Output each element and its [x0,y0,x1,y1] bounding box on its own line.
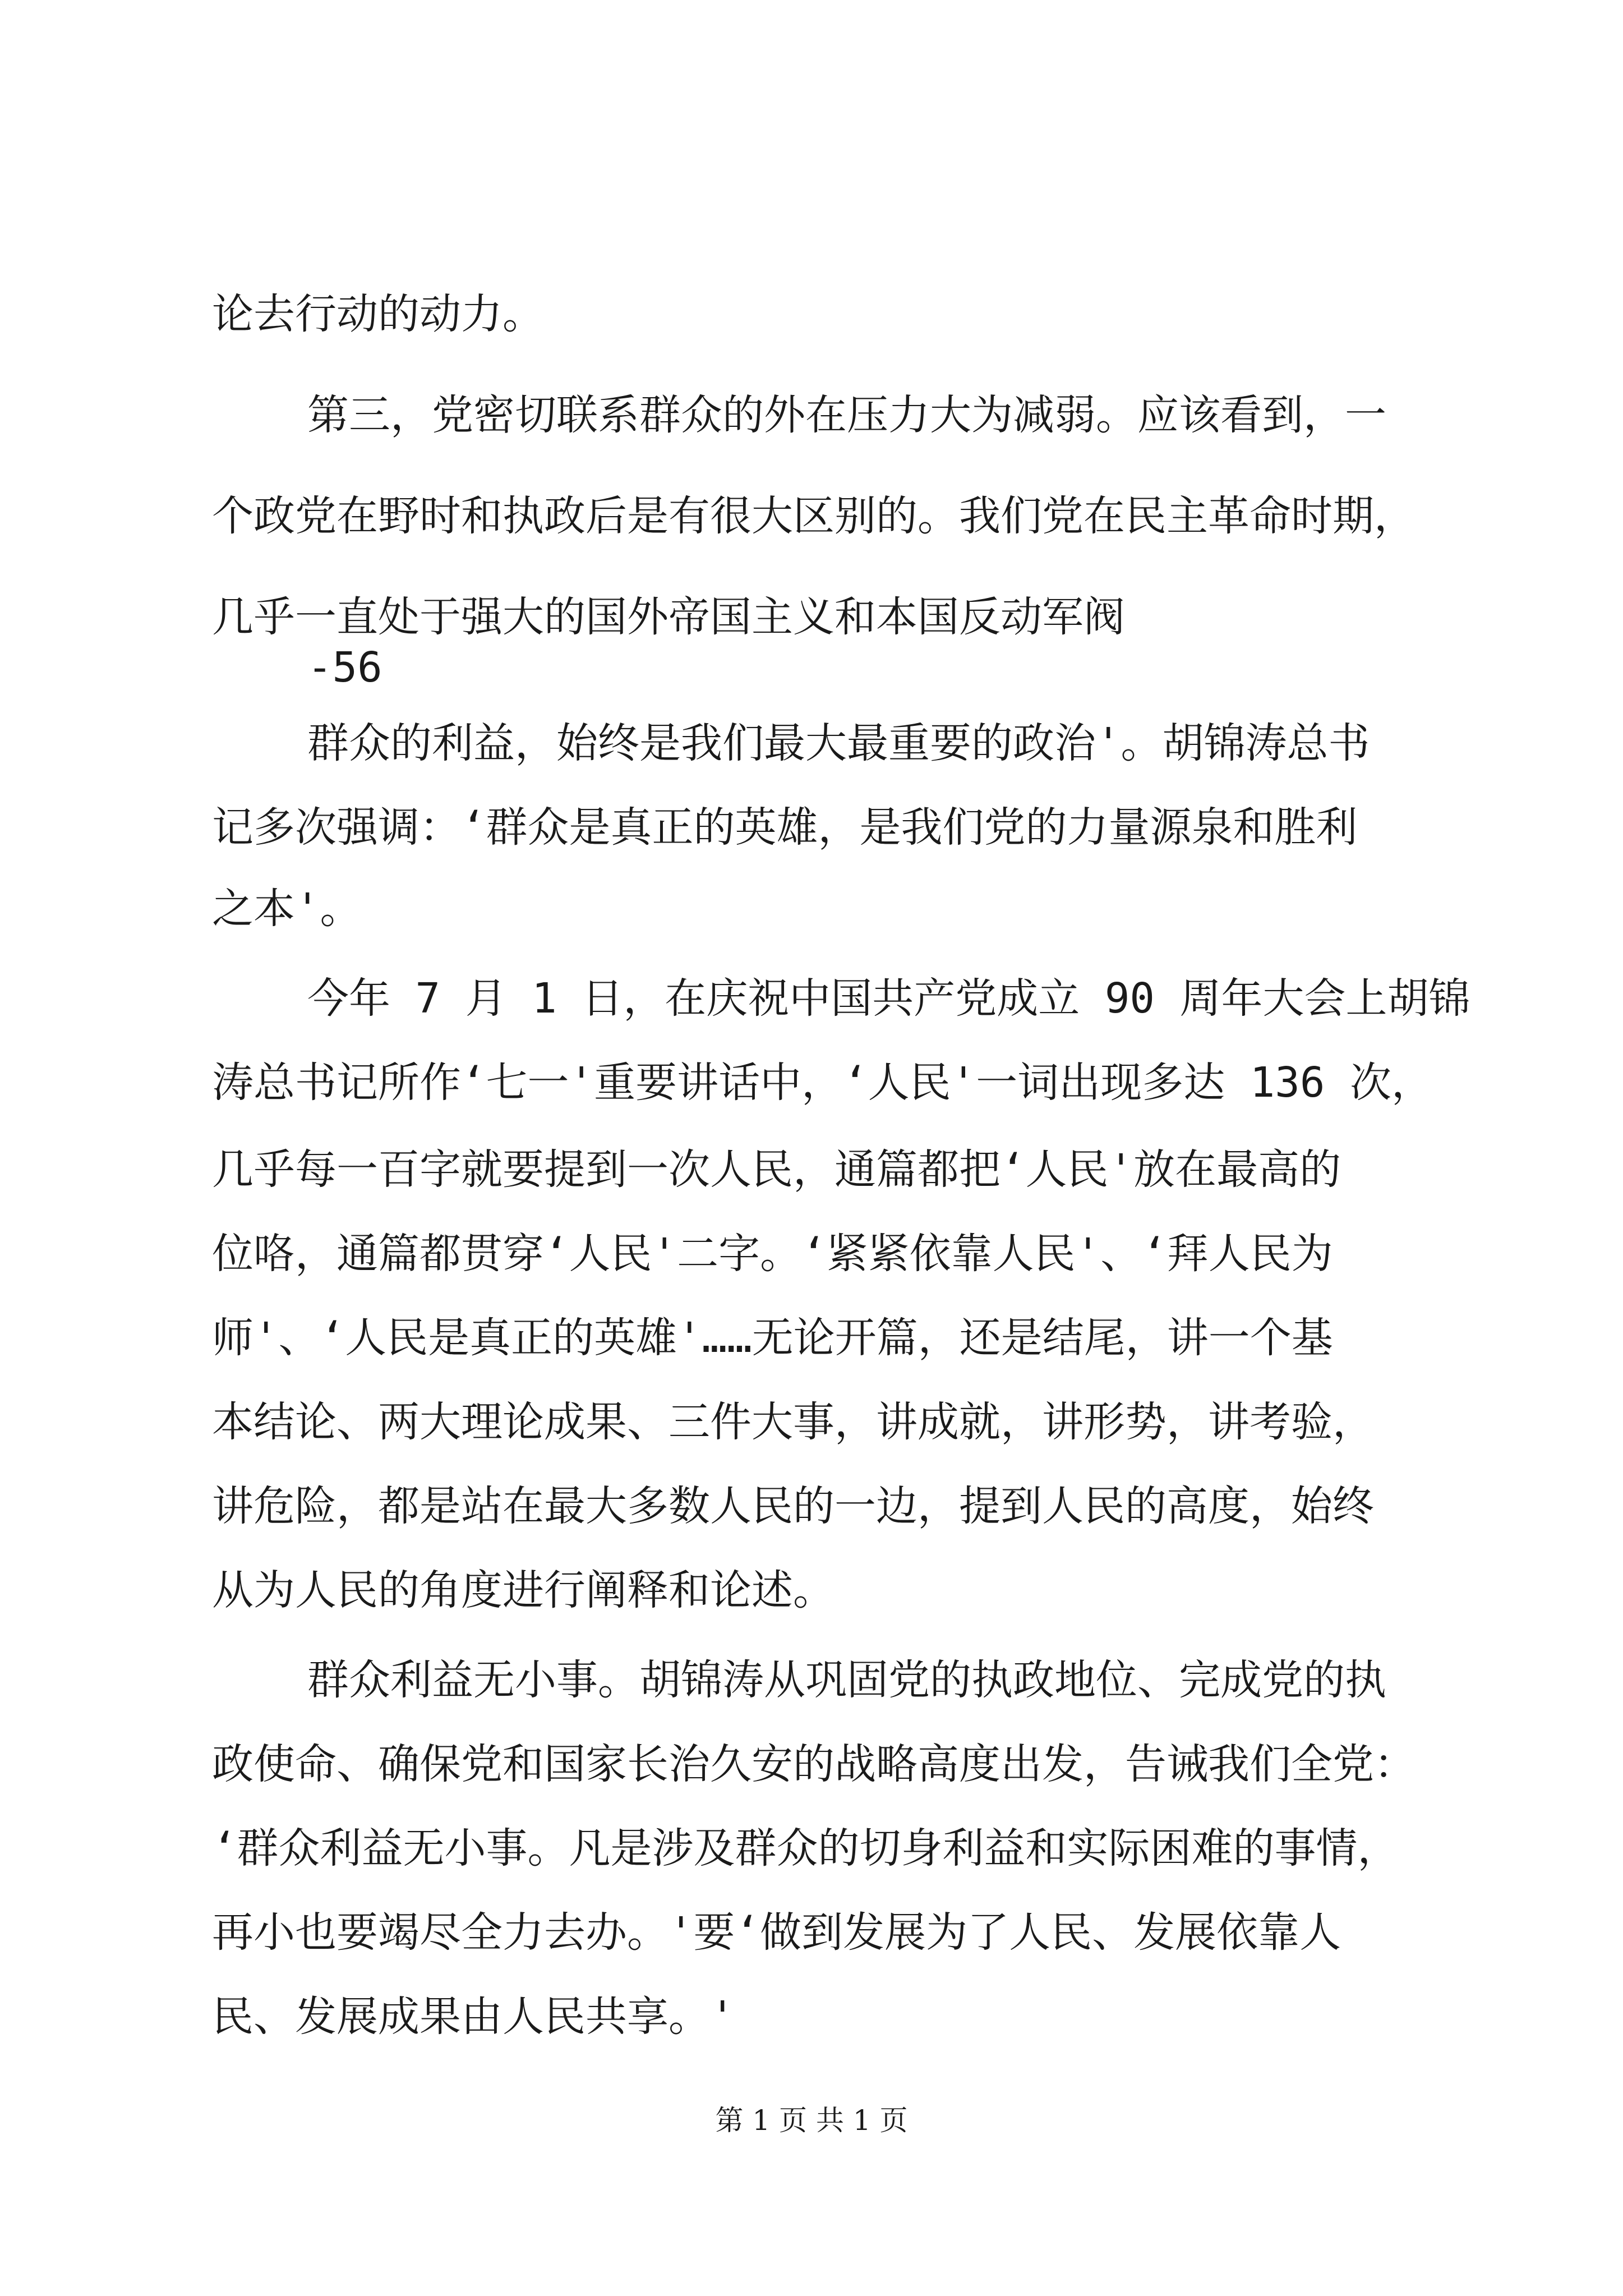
text-line: ‘群众利益无小事。凡是涉及群众的切身利益和实际困难的事情， [212,1824,1399,1872]
text-line: 论去行动的动力。 [212,290,544,338]
text-line: 再小也要竭尽全力去办。'要‘做到发展为了人民、发展依靠人 [212,1908,1341,1957]
text-line: 第三，党密切联系群众的外在压力大为减弱。应该看到，一 [307,391,1386,439]
text-line: 涛总书记所作‘七一'重要讲话中，‘人民'一词出现多达 136 次， [212,1059,1433,1107]
page-footer: 第 1 页 共 1 页 [715,2104,908,2137]
text-line: 之本'。 [212,885,362,933]
text-line: 今年 7 月 1 日，在庆祝中国共产党成立 90 周年大会上胡锦 [307,974,1470,1023]
text-line: 师'、‘人民是真正的英雄'……无论开篇，还是结尾，讲一个基 [212,1314,1333,1362]
text-line: 几乎每一百字就要提到一次人民，通篇都把‘人民'放在最高的 [212,1145,1341,1194]
text-line: 个政党在野时和执政后是有很大区别的。我们党在民主革命时期， [212,492,1415,540]
text-line: 政使命、确保党和国家长治久安的战略高度出发，告诫我们全党： [212,1740,1415,1788]
text-line: 讲危险，都是站在最大多数人民的一边，提到人民的高度，始终 [212,1482,1374,1530]
text-line: 几乎一直处于强大的国外帝国主义和本国反动军阀 [212,593,1125,641]
text-line: 民、发展成果由人民共享。' [212,1993,735,2041]
text-line: 从为人民的角度进行阐释和论述。 [212,1566,834,1614]
text-line: 记多次强调：‘群众是真正的英雄，是我们党的力量源泉和胜利 [212,803,1358,852]
text-line: 位咯，通篇都贯穿‘人民'二字。‘紧紧依靠人民'、‘拜人民为 [212,1230,1333,1278]
text-line: 本结论、两大理论成果、三件大事，讲成就，讲形势，讲考验， [212,1398,1374,1446]
text-line: 群众利益无小事。胡锦涛从巩固党的执政地位、完成党的执 [307,1656,1386,1704]
text-line: 群众的利益，始终是我们最大最重要的政治'。胡锦涛总书 [307,719,1370,767]
page-number-marker: -56 [307,643,382,692]
